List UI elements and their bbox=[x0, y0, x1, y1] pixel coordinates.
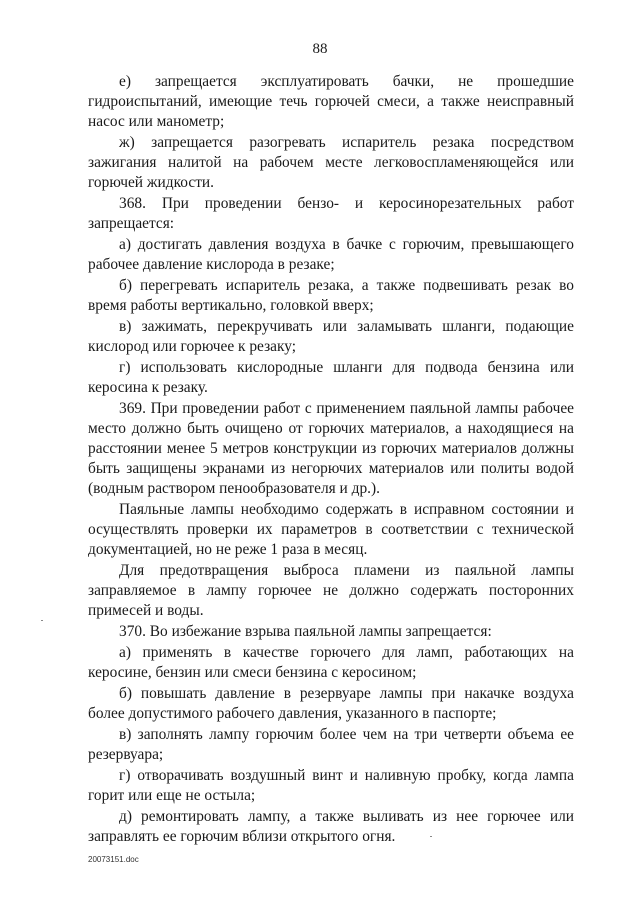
paragraph-370-a: а) применять в качестве горючего для ламп, работающих на керосине, бензин или смеси бензина с керосином; bbox=[88, 644, 574, 681]
paragraph-368-b: б) перегревать испаритель резака, а также подвешивать резак во время работы вертикально, головкой вверх; bbox=[88, 277, 574, 314]
paragraph-368-a: а) достигать давления воздуха в бачке с горючим, превышающего рабочее давление кислорода в резаке; bbox=[88, 236, 574, 273]
paragraph-369-flame-prevention: Для предотвращения выброса пламени из паяльной лампы заправляемое в лампу горючее не должно содержать посторонних примесей и воды. bbox=[88, 562, 574, 619]
paragraph-369-lamps-maintenance: Паяльные лампы необходимо содержать в исправном состоянии и осуществлять проверки их параметров в соответствии с технической документацией, но не реже 1 раза в месяц. bbox=[88, 501, 574, 558]
paragraph-370-d: д) ремонтировать лампу, а также выливать из нее горючее или заправлять ее горючим вблизи открытого огня. bbox=[88, 808, 574, 845]
paragraph-368-v: в) зажимать, перекручивать или заламывать шланги, подающие кислород или горючее к резаку; bbox=[88, 318, 574, 355]
file-name-footer: 20073151.doc bbox=[88, 855, 139, 864]
scan-mark bbox=[430, 836, 432, 837]
paragraph-370-v: в) заполнять лампу горючим более чем на три четверти объема ее резервуара; bbox=[88, 726, 574, 763]
paragraph-370-b: б) повышать давление в резервуаре лампы при накачке воздуха более допустимого рабочего давления, указанного в паспорте; bbox=[88, 685, 574, 722]
document-body bbox=[88, 72, 574, 848]
paragraph-368: 368. При проведении бензо- и керосинорезательных работ запрещается: bbox=[88, 195, 574, 232]
paragraph-zh-evaporator: ж) запрещается разогревать испаритель резака посредством зажигания налитой на рабочем месте легковоспламеняющейся или горючей жидкости. bbox=[88, 134, 574, 191]
scan-mark bbox=[41, 620, 43, 621]
paragraph-369: 369. При проведении работ с применением паяльной лампы рабочее место должно быть очищено от горючих материалов, а находящиеся на расстоянии менее 5 метров конструкции из горючих материалов должны быть защищены экранами из негорючих материалов или политы водой (водным раствором пенообразователя и др.). bbox=[88, 400, 574, 497]
paragraph-370: 370. Во избежание взрыва паяльной лампы запрещается: bbox=[119, 623, 492, 640]
page-number: 88 bbox=[312, 41, 328, 57]
paragraph-368-g: г) использовать кислородные шланги для подвода бензина или керосина к резаку. bbox=[88, 359, 574, 396]
paragraph-e-tanks: е) запрещается эксплуатировать бачки, не прошедшие гидроиспытаний, имеющие течь горючей смеси, а также неисправный насос или манометр; bbox=[88, 73, 574, 130]
paragraph-370-g: г) отворачивать воздушный винт и наливную пробку, когда лампа горит или еще не остыла; bbox=[88, 767, 574, 804]
